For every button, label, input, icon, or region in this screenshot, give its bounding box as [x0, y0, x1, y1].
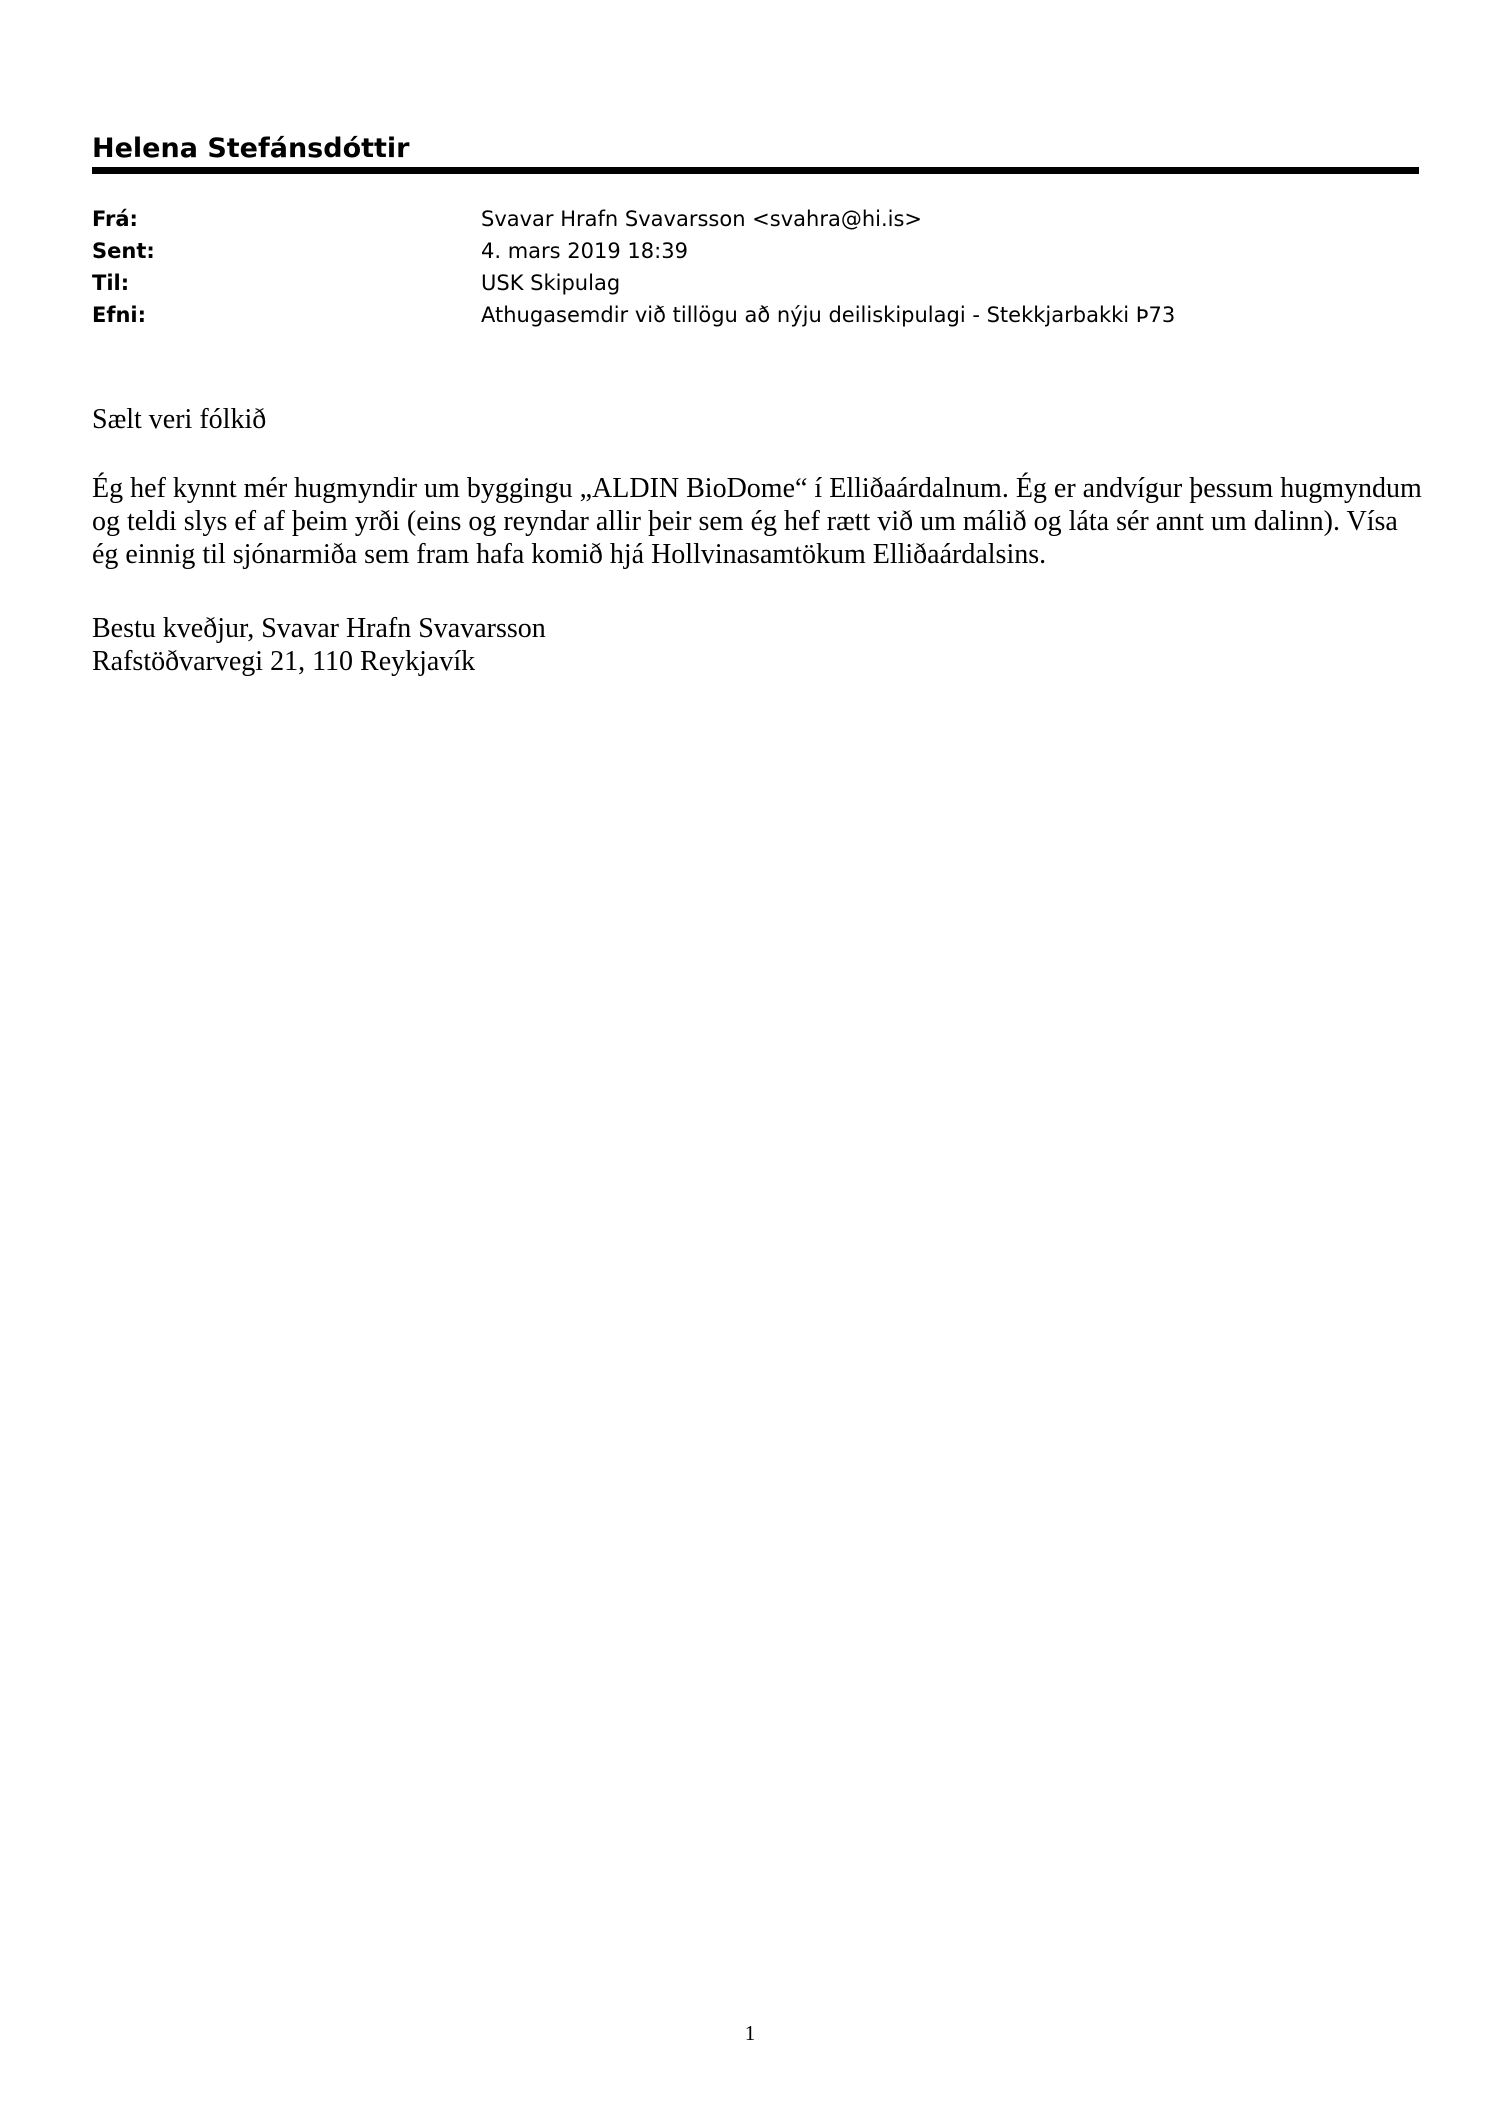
subject-value: Athugasemdir við tillögu að nýju deiliskipulagi - Stekkjarbakki Þ73: [481, 303, 1176, 327]
email-header-fields: [92, 203, 1419, 331]
from-row: [92, 203, 1419, 235]
header-divider: [92, 167, 1419, 174]
sent-label: Sent:: [92, 239, 155, 263]
subject-label: Efni:: [92, 303, 147, 327]
subject-row: [92, 299, 1419, 331]
email-message-paragraph: Ég hef kynnt mér hugmyndir um byggingu „ALDIN BioDome“ í Elliðaárdalnum. Ég er andvígur þessum hugmyndum og teldi slys ef af þeim yrði (eins og reyndar allir þeir sem ég hef rætt við um málið og láta sér annt um dalinn). Vísa ég einnig til sjónarmiða sem fram hafa komið hjá Hollvinasamtökum Elliðaárdalsins.: [92, 473, 1422, 570]
email-signature: [92, 612, 1422, 678]
to-label: Til:: [92, 271, 130, 295]
sent-value: 4. mars 2019 18:39: [481, 239, 688, 263]
email-greeting: Sælt veri fólkið: [92, 404, 267, 435]
page-number: 1: [744, 2021, 756, 2045]
signoff-line: Bestu kveðjur, Svavar Hrafn Svavarsson: [92, 613, 546, 644]
sent-row: [92, 235, 1419, 267]
mailbox-owner-name: Helena Stefánsdóttir: [92, 133, 410, 164]
to-row: [92, 267, 1419, 299]
to-value: USK Skipulag: [481, 271, 621, 295]
from-label: Frá:: [92, 207, 138, 231]
sender-address: Rafstöðvarvegi 21, 110 Reykjavík: [92, 646, 476, 677]
from-value: Svavar Hrafn Svavarsson <svahra@hi.is>: [481, 207, 923, 231]
